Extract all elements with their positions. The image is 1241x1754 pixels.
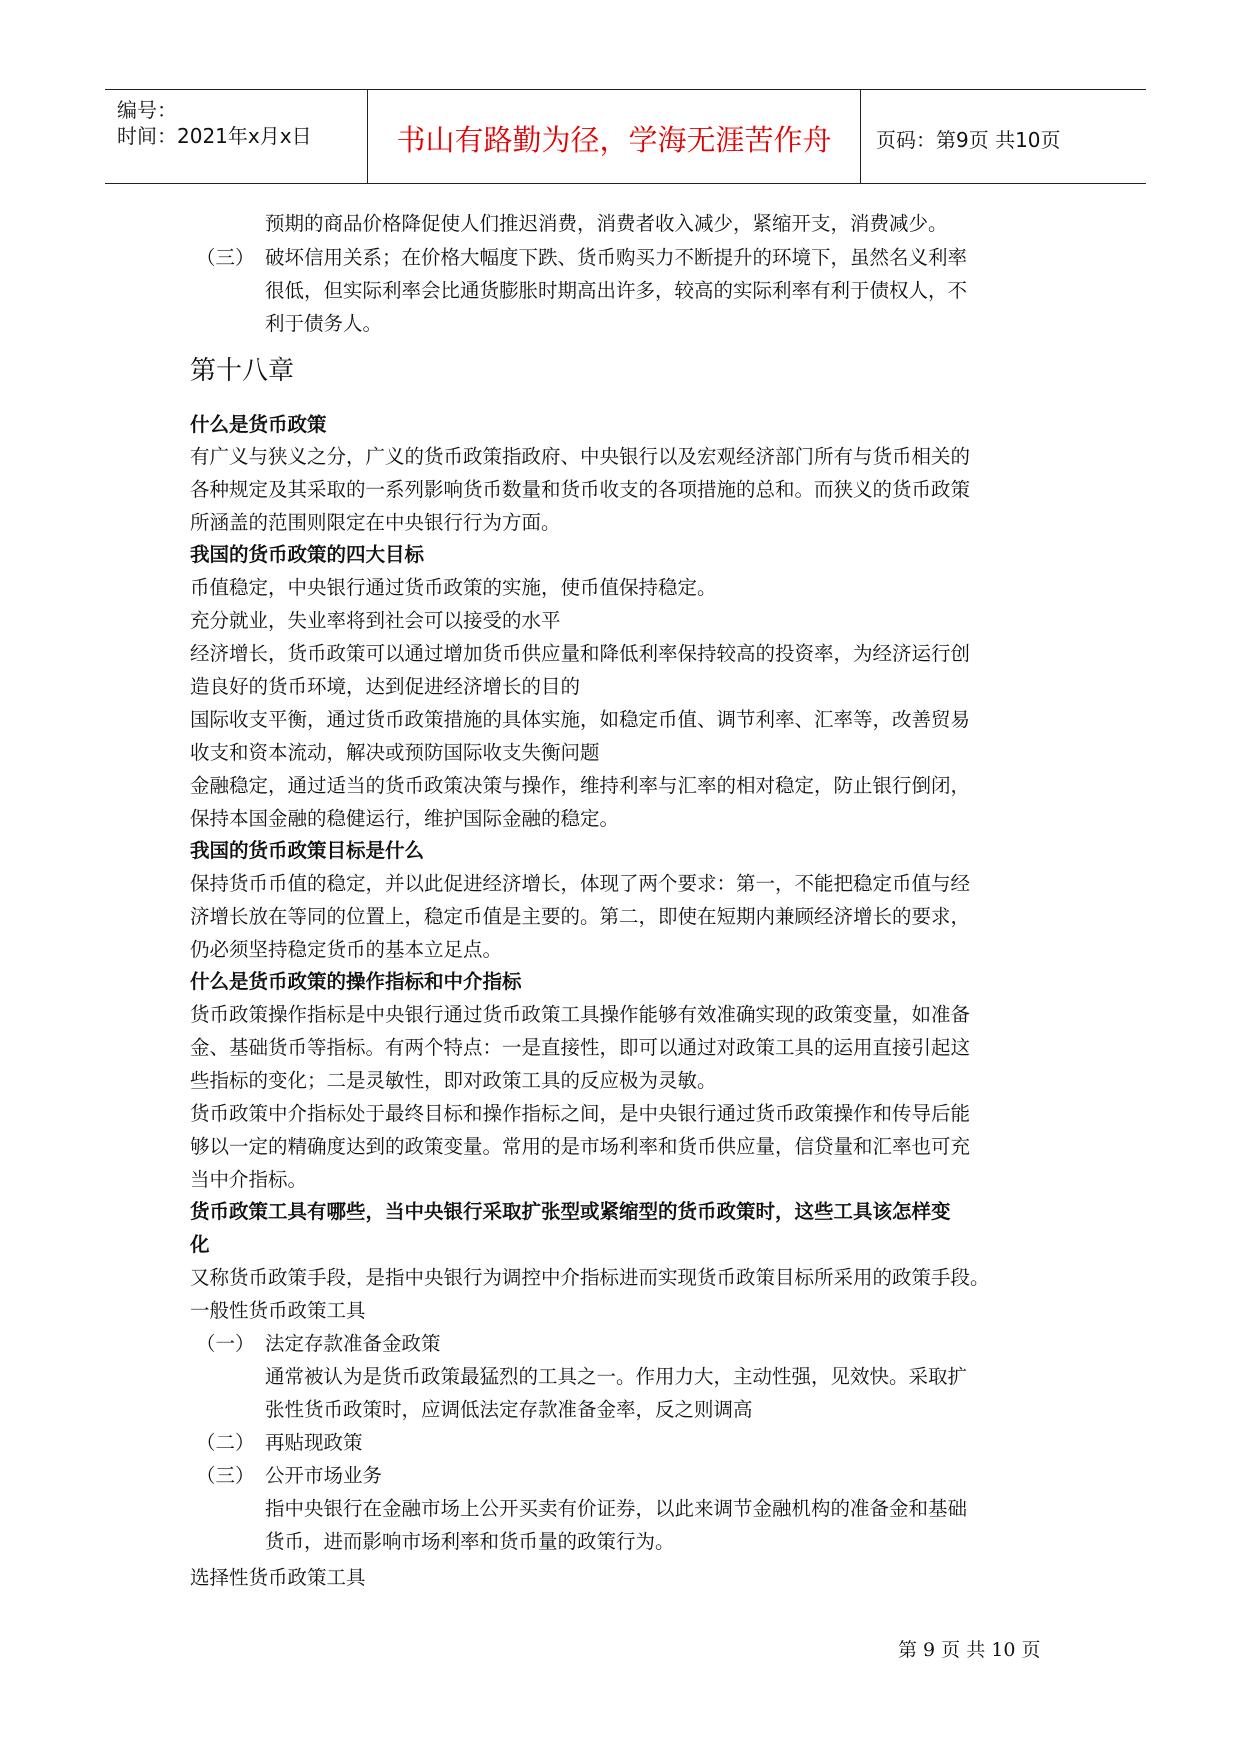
paragraph-line: 当中介指标。 [190,1168,308,1191]
paragraph-line: 币值稳定，中央银行通过货币政策的实施，使币值保持稳定。 [190,576,717,599]
paragraph-line: 些指标的变化；二是灵敏性，即对政策工具的反应极为灵敏。 [190,1069,717,1092]
header-motto-cell [367,90,861,183]
list-item: 再贴现政策 [265,1431,363,1454]
section-heading: 什么是货币政策 [190,413,327,436]
paragraph-line: 很低，但实际利率会比通货膨胀时期高出许多，较高的实际利率有利于债权人，不 [265,279,968,302]
paragraph-line: 货币，进而影响市场利率和货币量的政策行为。 [265,1530,675,1553]
list-item: 公开市场业务 [265,1464,383,1487]
page-header [105,89,1146,184]
number-label: 编号： [117,98,177,122]
paragraph-line: 国际收支平衡，通过货币政策措施的具体实施，如稳定币值、调节利率、汇率等，改善贸易 [190,708,971,731]
paragraph-line: 一般性货币政策工具 [190,1299,366,1322]
paragraph-line: 货币政策操作指标是中央银行通过货币政策工具操作能够有效准确实现的政策变量，如准备 [190,1003,971,1026]
paragraph-line: 预期的商品价格降促使人们推迟消费，消费者收入减少，紧缩开支，消费减少。 [265,212,948,235]
paragraph-line: 保持货币币值的稳定，并以此促进经济增长，体现了两个要求：第一，不能把稳定币值与经 [190,872,971,895]
chapter-heading: 第十八章 [190,356,295,386]
paragraph-line: 破坏信用关系；在价格大幅度下跌、货币购买力不断提升的环境下，虽然名义利率 [265,246,968,269]
list-marker: （二） [196,1431,255,1454]
paragraph-line: 仍必须坚持稳定货币的基本立足点。 [190,938,503,961]
paragraph-line: 收支和资本流动，解决或预防国际收支失衡问题 [190,741,600,764]
list-marker: （三） [196,1464,255,1487]
section-heading: 货币政策工具有哪些，当中央银行采取扩张型或紧缩型的货币政策时，这些工具该怎样变 [190,1200,951,1223]
paragraph-line: 通常被认为是货币政策最猛烈的工具之一。作用力大，主动性强，见效快。采取扩 [265,1365,968,1388]
time-label: 时间：2021年x月x日 [117,124,312,148]
motto-text: 书山有路勤为径，学海无涯苦作舟 [396,123,832,157]
paragraph-line: 货币政策中介指标处于最终目标和操作指标之间，是中央银行通过货币政策操作和传导后能 [190,1102,971,1125]
list-marker: （三） [196,246,255,269]
paragraph-line: 张性货币政策时，应调低法定存款准备金率，反之则调高 [265,1398,753,1421]
header-page-cell [861,90,1146,183]
paragraph-line: 金、基础货币等指标。有两个特点：一是直接性，即可以通过对政策工具的运用直接引起这 [190,1036,971,1059]
paragraph-line: 经济增长，货币政策可以通过增加货币供应量和降低利率保持较高的投资率，为经济运行创 [190,642,971,665]
paragraph-line: 济增长放在等同的位置上，稳定币值是主要的。第二，即使在短期内兼顾经济增长的要求， [190,905,971,928]
header-meta-cell [105,90,367,183]
paragraph-line: 利于债务人。 [265,312,383,335]
paragraph-line: 有广义与狭义之分，广义的货币政策指政府、中央银行以及宏观经济部门所有与货币相关的 [190,445,971,468]
section-heading: 化 [190,1233,210,1256]
paragraph-line: 造良好的货币环境，达到促进经济增长的目的 [190,675,581,698]
paragraph-line: 各种规定及其采取的一系列影响货币数量和货币收支的各项措施的总和。而狭义的货币政策 [190,478,971,501]
section-heading: 我国的货币政策的四大目标 [190,543,425,566]
paragraph-line: 保持本国金融的稳健运行，维护国际金融的稳定。 [190,807,620,830]
paragraph-line: 金融稳定，通过适当的货币政策决策与操作，维持利率与汇率的相对稳定，防止银行倒闭， [190,774,971,797]
page-footer: 第 9 页 共 10 页 [898,1639,1041,1661]
page-label: 页码：第9页 共10页 [876,128,1061,152]
paragraph-line: 指中央银行在金融市场上公开买卖有价证券，以此来调节金融机构的准备金和基础 [265,1497,968,1520]
section-heading: 我国的货币政策目标是什么 [190,839,425,862]
section-heading: 什么是货币政策的操作指标和中介指标 [190,970,522,993]
paragraph-line: 所涵盖的范围则限定在中央银行行为方面。 [190,511,561,534]
paragraph-line: 够以一定的精确度达到的政策变量。常用的是市场利率和货币供应量，信贷量和汇率也可充 [190,1135,971,1158]
paragraph-line: 又称货币政策手段，是指中央银行为调控中介指标进而实现货币政策目标所采用的政策手段。 [190,1266,990,1289]
list-marker: （一） [196,1332,255,1355]
paragraph-line: 充分就业，失业率将到社会可以接受的水平 [190,609,561,632]
paragraph-line: 选择性货币政策工具 [190,1566,366,1589]
list-item: 法定存款准备金政策 [265,1332,441,1355]
